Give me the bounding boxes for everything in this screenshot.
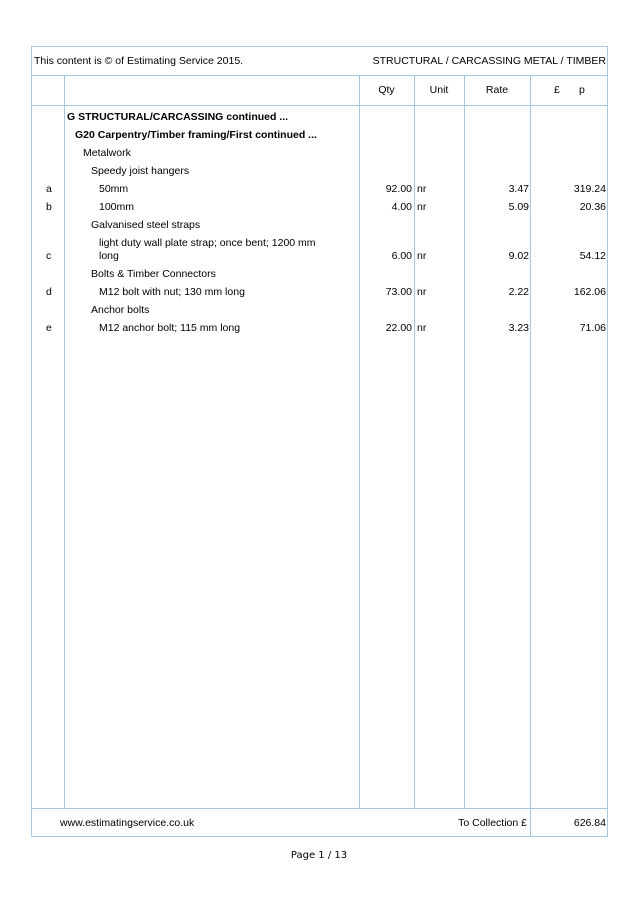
item-total: 71.06 <box>579 322 606 334</box>
item-rate: 9.02 <box>508 250 529 262</box>
item-ref: a <box>46 183 52 195</box>
item-unit: nr <box>417 322 427 334</box>
item-unit: nr <box>417 286 427 298</box>
collection-total: 626.84 <box>573 817 606 829</box>
item-rate: 2.22 <box>508 286 529 298</box>
ref-column-rule <box>64 75 65 808</box>
qty-column-rule <box>359 75 360 808</box>
group-heading: Metalwork <box>83 147 131 159</box>
item-description: 50mm <box>99 183 129 195</box>
section-title: STRUCTURAL / CARCASSING METAL / TIMBER <box>372 55 606 67</box>
item-total: 319.24 <box>573 183 606 195</box>
item-ref: c <box>46 250 52 262</box>
item-group-label: Anchor bolts <box>91 304 150 316</box>
item-total: 54.12 <box>579 250 606 262</box>
unit-column-header: Unit <box>429 84 449 96</box>
item-qty: 6.00 <box>391 250 412 262</box>
item-qty: 22.00 <box>385 322 412 334</box>
item-rate: 3.23 <box>508 322 529 334</box>
subsection-heading: G20 Carpentry/Timber framing/First continued ... <box>75 129 317 141</box>
item-rate: 5.09 <box>508 201 529 213</box>
item-unit: nr <box>417 250 427 262</box>
item-total: 162.06 <box>573 286 606 298</box>
unit-column-rule <box>414 75 415 808</box>
pence-column-header: p <box>579 84 585 96</box>
copyright-notice: This content is © of Estimating Service 2015. <box>34 55 244 67</box>
section-heading: G STRUCTURAL/CARCASSING continued ... <box>67 111 289 123</box>
collection-label: To Collection £ <box>458 817 527 829</box>
item-qty: 73.00 <box>385 286 412 298</box>
footer-rule <box>31 808 608 809</box>
item-group-label: Bolts & Timber Connectors <box>91 268 216 280</box>
item-rate: 3.47 <box>508 183 529 195</box>
header-rule <box>31 75 608 76</box>
item-description: M12 anchor bolt; 115 mm long <box>99 322 241 334</box>
page-number: Page 1 / 13 <box>290 850 348 861</box>
website-link[interactable]: www.estimatingservice.co.uk <box>60 817 195 829</box>
item-unit: nr <box>417 201 427 213</box>
item-description: M12 bolt with nut; 130 mm long <box>99 286 245 298</box>
item-ref: e <box>46 322 52 334</box>
item-ref: b <box>46 201 52 213</box>
item-description: 100mm <box>99 201 135 213</box>
item-description-line-1: light duty wall plate strap; once bent; 1200 mm <box>99 237 316 249</box>
column-header-rule <box>31 105 608 106</box>
item-qty: 92.00 <box>385 183 412 195</box>
item-qty: 4.00 <box>391 201 412 213</box>
total-column-rule <box>530 75 531 837</box>
item-description-line-2: long <box>99 250 119 262</box>
pounds-column-header: £ <box>554 84 560 96</box>
rate-column-header: Rate <box>485 84 509 96</box>
item-total: 20.36 <box>579 201 606 213</box>
item-group-label: Galvanised steel straps <box>91 219 201 231</box>
qty-column-header: Qty <box>378 84 395 96</box>
item-unit: nr <box>417 183 427 195</box>
rate-column-rule <box>464 75 465 808</box>
item-ref: d <box>46 286 52 298</box>
item-group-label: Speedy joist hangers <box>91 165 190 177</box>
